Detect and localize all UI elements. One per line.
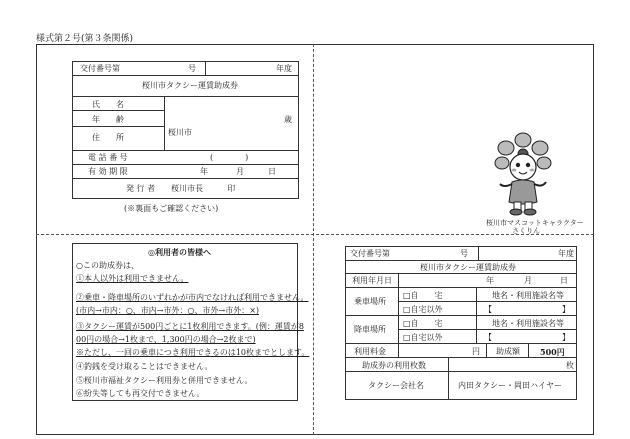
notes-line-1: ①本人以外は利用できません。 bbox=[76, 274, 189, 283]
top-year-label: 年度 bbox=[276, 64, 292, 73]
alighting-home-option: □自 宅 bbox=[403, 319, 443, 328]
phone-label: 電 話 番 号 bbox=[88, 153, 128, 162]
notes-line-4: ④釣銭を受け取ることはできません。 bbox=[76, 362, 213, 371]
boarding-label: 乗車場所 bbox=[354, 297, 386, 306]
expiry-label: 有 効 期 限 bbox=[88, 167, 128, 176]
top-number-suffix: 号 bbox=[188, 64, 196, 73]
use-date-label: 利用年月日 bbox=[352, 276, 392, 285]
bottom-ticket-title: 桜川市タクシー運賃助成券 bbox=[420, 263, 516, 272]
address-value: 桜川市 bbox=[168, 128, 192, 137]
back-note: (※裏面もご確認ください) bbox=[124, 204, 219, 213]
alighting-label: 降車場所 bbox=[354, 325, 386, 334]
expiry-year: 年 bbox=[200, 167, 208, 176]
notes-line-2-example: (市内→市内：○、市内→市外：○、市外→市外：×) bbox=[76, 306, 260, 315]
notes-line-3: ③タクシー運賃が500円ごとに1枚利用できます。(例：運賃が8 bbox=[76, 322, 304, 331]
notes-line-5: ⑤桜川市福祉タクシー利用券と併用できません。 bbox=[76, 376, 253, 385]
fare-label: 利用料金 bbox=[354, 347, 386, 356]
bottom-year-label: 年度 bbox=[558, 249, 574, 258]
alighting-other-option: □自宅以外 bbox=[403, 333, 443, 342]
notes-line-limit: ※ただし、一回の乗車につき利用できるのは10枚までとします。 bbox=[76, 348, 310, 357]
boarding-other-option: □自宅以外 bbox=[403, 305, 443, 314]
age-label: 年 齢 bbox=[92, 115, 124, 124]
alighting-place-label: 地名・利用施設名等 bbox=[492, 319, 564, 328]
name-label: 氏 名 bbox=[92, 100, 124, 109]
use-date-day: 日 bbox=[560, 276, 568, 285]
ticket-count-label: 助成券の利用枚数 bbox=[362, 361, 426, 370]
phone-paren: ( ) bbox=[210, 153, 249, 162]
form-title: 様式第２号(第３条関係) bbox=[36, 34, 134, 44]
notes-heading: ◎利用者の皆様へ bbox=[148, 247, 211, 257]
notes-line-3-example: 00円の場合→1枚まで、1,300円の場合→2枚まで) bbox=[76, 335, 256, 344]
alighting-bracket-close: 】 bbox=[562, 333, 570, 342]
boarding-bracket-close: 】 bbox=[562, 305, 570, 314]
bottom-number-suffix: 号 bbox=[460, 249, 468, 258]
notes-line-intro: ○この助成券は、 bbox=[76, 261, 139, 270]
boarding-bracket-open: 【 bbox=[484, 305, 492, 314]
use-date-year: 年 bbox=[486, 276, 494, 285]
alighting-bracket-open: 【 bbox=[484, 333, 492, 342]
fare-yen-unit: 円 bbox=[472, 347, 480, 356]
taxi-company-label: タクシー会社名 bbox=[368, 381, 424, 390]
subsidy-label: 助成額 bbox=[496, 347, 520, 356]
top-number-label: 交付番号第 bbox=[80, 64, 120, 73]
notes-line-6: ⑥紛失等しても再交付できません。 bbox=[76, 389, 205, 398]
expiry-day: 日 bbox=[268, 167, 276, 176]
use-date-month: 月 bbox=[524, 276, 532, 285]
ticket-count-unit: 枚 bbox=[566, 361, 574, 370]
issuer-line: 発 行 者 桜川市長 印 bbox=[126, 184, 236, 193]
mascot-name: さくりん bbox=[512, 227, 540, 235]
mascot-caption: 桜川市マスコットキャラクター bbox=[486, 219, 584, 227]
boarding-home-option: □自 宅 bbox=[403, 291, 443, 300]
bottom-number-label: 交付番号第 bbox=[350, 249, 390, 258]
notes-line-2: ②乗車・降車場所のいずれかが市内でなければ利用できません。 bbox=[76, 293, 309, 302]
age-unit: 歳 bbox=[284, 115, 292, 124]
top-ticket-title: 桜川市タクシー運賃助成券 bbox=[142, 81, 238, 90]
subsidy-value: 500円 bbox=[540, 347, 565, 357]
vertical-cut-line bbox=[313, 44, 314, 435]
address-label: 住 所 bbox=[92, 133, 124, 142]
taxi-company-value: 内田タクシー・岡田ハイヤー bbox=[458, 381, 562, 390]
sakurin-mascot-illustration bbox=[488, 132, 558, 216]
boarding-place-label: 地名・利用施設名等 bbox=[492, 291, 564, 300]
horizontal-cut-line bbox=[36, 234, 594, 235]
expiry-month: 月 bbox=[236, 167, 244, 176]
